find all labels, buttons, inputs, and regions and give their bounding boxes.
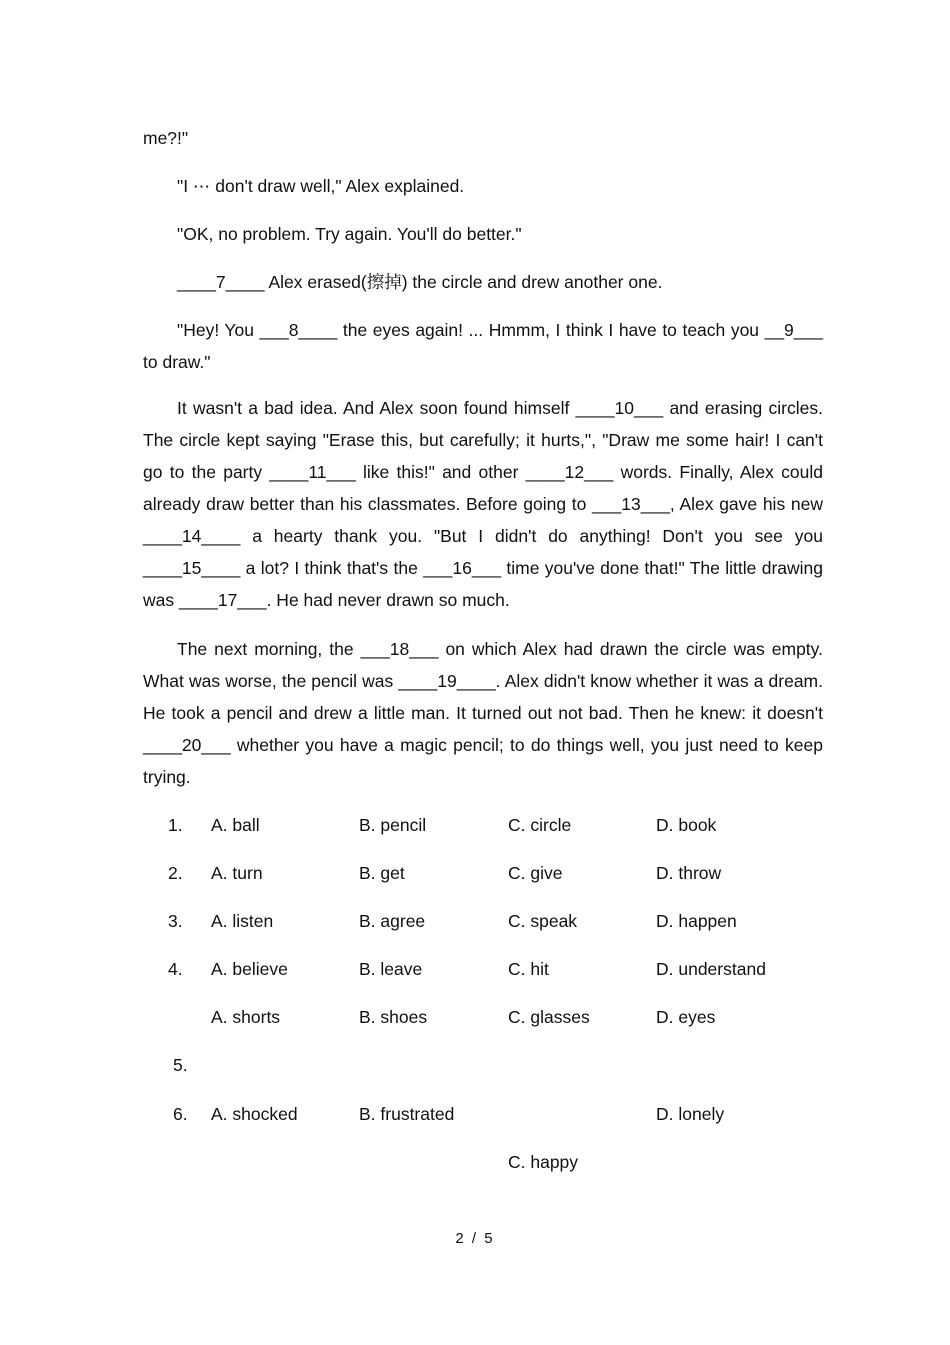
passage-paragraph-3: ____7____ Alex erased(擦掉) the circle and drew another one.: [177, 272, 663, 292]
option-b: B. pencil: [359, 815, 427, 835]
option-c: C. circle: [508, 815, 572, 835]
option-d: D. happen: [656, 911, 737, 931]
option-c: C. give: [508, 863, 563, 883]
passage-paragraph-1: "I ⋯ don't draw well," Alex explained.: [177, 176, 465, 196]
option-b: B. get: [359, 863, 405, 883]
question-number: 2.: [168, 863, 183, 883]
option-c: C. happy: [508, 1152, 579, 1172]
option-d: D. eyes: [656, 1007, 716, 1027]
option-c: C. speak: [508, 911, 578, 931]
question-number: 1.: [168, 815, 183, 835]
option-a: A. ball: [211, 815, 260, 835]
option-a: A. believe: [211, 959, 288, 979]
page-number: 2 / 5: [455, 1230, 495, 1247]
option-b: B. shoes: [359, 1007, 428, 1027]
passage-line-continuation: me?!": [143, 128, 189, 148]
option-d: D. understand: [656, 959, 766, 979]
option-c: C. hit: [508, 959, 549, 979]
option-b: B. frustrated: [359, 1104, 455, 1124]
option-a: A. shorts: [211, 1007, 281, 1027]
option-b: B. agree: [359, 911, 426, 931]
passage-paragraph-2: "OK, no problem. Try again. You'll do better.": [177, 224, 522, 244]
passage-paragraph-6: The next morning, the ___18___ on which Alex had drawn the circle was empty. What was worse, the pencil was ____19____. Alex didn't know whether it was a dream. He took a pencil and drew a little man. It turned out not bad. Then he knew: it doesn't ____20___ whether you have a magic pencil; to do things well, you just need to keep trying.: [143, 639, 823, 787]
option-a: A. turn: [211, 863, 263, 883]
question-number: 6.: [173, 1104, 188, 1124]
option-c: C. glasses: [508, 1007, 590, 1027]
option-a: A. listen: [211, 911, 274, 931]
option-d: D. throw: [656, 863, 722, 883]
question-number: 4.: [168, 959, 183, 979]
option-d: D. book: [656, 815, 717, 835]
option-d: D. lonely: [656, 1104, 725, 1124]
question-number: 3.: [168, 911, 183, 931]
passage-paragraph-4: "Hey! You ___8____ the eyes again! ... Hmmm, I think I have to teach you __9___ to draw.": [143, 320, 823, 372]
question-number: 5.: [173, 1055, 188, 1075]
option-b: B. leave: [359, 959, 423, 979]
option-a: A. shocked: [211, 1104, 298, 1124]
passage-paragraph-5: It wasn't a bad idea. And Alex soon found himself ____10___ and erasing circles. The circle kept saying "Erase this, but carefully; it hurts,", "Draw me some hair! I can't go to the party ____11___ like this!" and other ____12___ words. Finally, Alex could already draw better than his classmates. Before going to ___13___, Alex gave his new ____14____ a hearty thank you. "But I didn't do anything! Don't you see you ____15____ a lot? I think that's the ___16___ time you've done that!" The little drawing was ____17___. He had never drawn so much.: [143, 398, 823, 610]
